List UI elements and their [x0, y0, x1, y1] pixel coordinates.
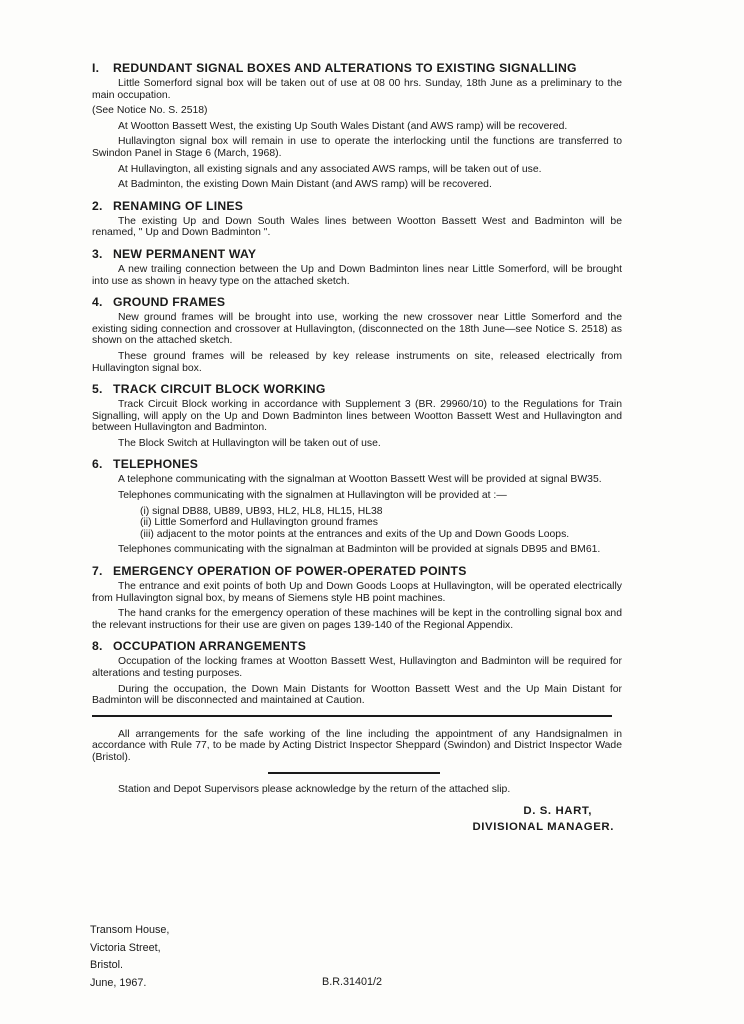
section-heading: 2. RENAMING OF LINES [92, 198, 244, 213]
section-2 [92, 199, 622, 239]
section-5 [92, 382, 622, 449]
section-6 [92, 457, 622, 556]
closing-paragraph: All arrangements for the safe working of the line including the appointment of any Handsignalmen in accordance with Rule 77, to be made by Acting District Inspector Sheppard (Swindon) and District Inspector Wade (Bristol). [92, 728, 622, 763]
paragraph: These ground frames will be released by key release instruments on site, released electrically from Hullavington signal box. [92, 350, 622, 374]
section-heading: I. REDUNDANT SIGNAL BOXES AND ALTERATIONS TO EXISTING SIGNALLING [92, 61, 577, 75]
section-heading: 6. TELEPHONES [92, 457, 199, 472]
paragraph: The Block Switch at Hullavington will be taken out of use. [118, 437, 381, 449]
section-3 [92, 247, 622, 287]
signatory-title: DIVISIONAL MANAGER. [472, 821, 614, 834]
paragraph: New ground frames will be brought into use, working the new crossover near Little Somerford and the existing siding connection and crossover at Hullavington, (disconnected on the 18th June—see Notice S. 2518) as shown on the attached sketch. [92, 312, 622, 347]
paragraph: At Wootton Bassett West, the existing Up South Wales Distant (and AWS ramp) will be recovered. [118, 120, 568, 132]
acknowledge-note: Station and Depot Supervisors please acknowledge by the return of the attached slip. [118, 783, 511, 795]
divider [92, 715, 612, 717]
paragraph: The entrance and exit points of both Up and Down Goods Loops at Hullavington, will be operated electrically from Hullavington signal box, by means of Siemens style HB point machines. [92, 581, 622, 604]
section-1 [92, 61, 622, 191]
section-7 [92, 564, 622, 631]
list-item: (iii) adjacent to the motor points at the entrances and exits of the Up and Down Goods Loops. [140, 528, 570, 540]
paragraph: Little Somerford signal box will be taken out of use at 08 00 hrs. Sunday, 18th June as a preliminary to the main occupation. [92, 78, 622, 101]
paragraph: (See Notice No. S. 2518) [92, 105, 208, 117]
paragraph: Telephones communicating with the signalmen at Hullavington will be provided at :— [118, 490, 507, 502]
signatory-name: D. S. HART, [523, 805, 592, 818]
signature-block [92, 803, 622, 835]
section-8 [92, 639, 622, 706]
paragraph: Hullavington signal box will remain in use to operate the interlocking until the functions are transferred to Swindon Panel in Stage 6 (March, 1968). [92, 136, 622, 159]
section-heading: 4. GROUND FRAMES [92, 295, 226, 310]
address-line: Transom House, [90, 924, 170, 936]
paragraph: The existing Up and Down South Wales lines between Wootton Bassett West and Badminton will be renamed, " Up and Down Badminton ". [92, 215, 622, 239]
paragraph: Telephones communicating with the signalman at Badminton will be provided at signals DB95 and BM61. [118, 544, 601, 556]
section-heading: 8. OCCUPATION ARRANGEMENTS [92, 639, 307, 654]
notice-body [92, 61, 622, 835]
section-heading: 5. TRACK CIRCUIT BLOCK WORKING [92, 382, 326, 397]
address-line: Bristol. [90, 959, 123, 971]
reference-number: B.R.31401/2 [322, 976, 383, 988]
paragraph: A telephone communicating with the signalman at Wootton Bassett West will be provided at signal BW35. [118, 474, 602, 486]
paragraph: The hand cranks for the emergency operation of these machines will be kept in the controlling signal box and the relevant instructions for their use are given on pages 139-140 of the Regional Appendix. [92, 608, 622, 631]
section-heading: 3. NEW PERMANENT WAY [92, 246, 257, 261]
paragraph: Track Circuit Block working in accordance with Supplement 3 (BR. 29960/10) to the Regulations for Train Signalling, will apply on the Up and Down Badminton lines between Wootton Bassett West and Hullavington and between Hullavington and Badminton. [92, 399, 622, 434]
paragraph: Occupation of the locking frames at Wootton Bassett West, Hullavington and Badminton will be required for alterations and testing purposes. [92, 656, 622, 679]
section-4 [92, 295, 622, 374]
paragraph: At Badminton, the existing Down Main Distant (and AWS ramp) will be recovered. [118, 179, 492, 191]
paragraph: At Hullavington, all existing signals and any associated AWS ramps, will be taken out of use. [118, 163, 542, 175]
telephone-list [92, 506, 622, 541]
list-item: (ii) Little Somerford and Hullavington ground frames [140, 517, 378, 529]
paragraph: A new trailing connection between the Up and Down Badminton lines near Little Somerford, will be brought into use as shown in heavy type on the attached sketch. [92, 263, 622, 287]
paragraph: During the occupation, the Down Main Distants for Wootton Bassett West and the Up Main Distant for Badminton will be disconnected and maintained at Caution. [92, 683, 622, 707]
address-line: Victoria Street, [90, 941, 161, 954]
address-block [90, 922, 169, 992]
divider [268, 772, 440, 774]
date-line: June, 1967. [90, 976, 147, 989]
list-item: (i) signal DB88, UB89, UB93, HL2, HL8, HL15, HL38 [140, 505, 383, 517]
section-heading: 7. EMERGENCY OPERATION OF POWER-OPERATED POINTS [92, 564, 467, 579]
